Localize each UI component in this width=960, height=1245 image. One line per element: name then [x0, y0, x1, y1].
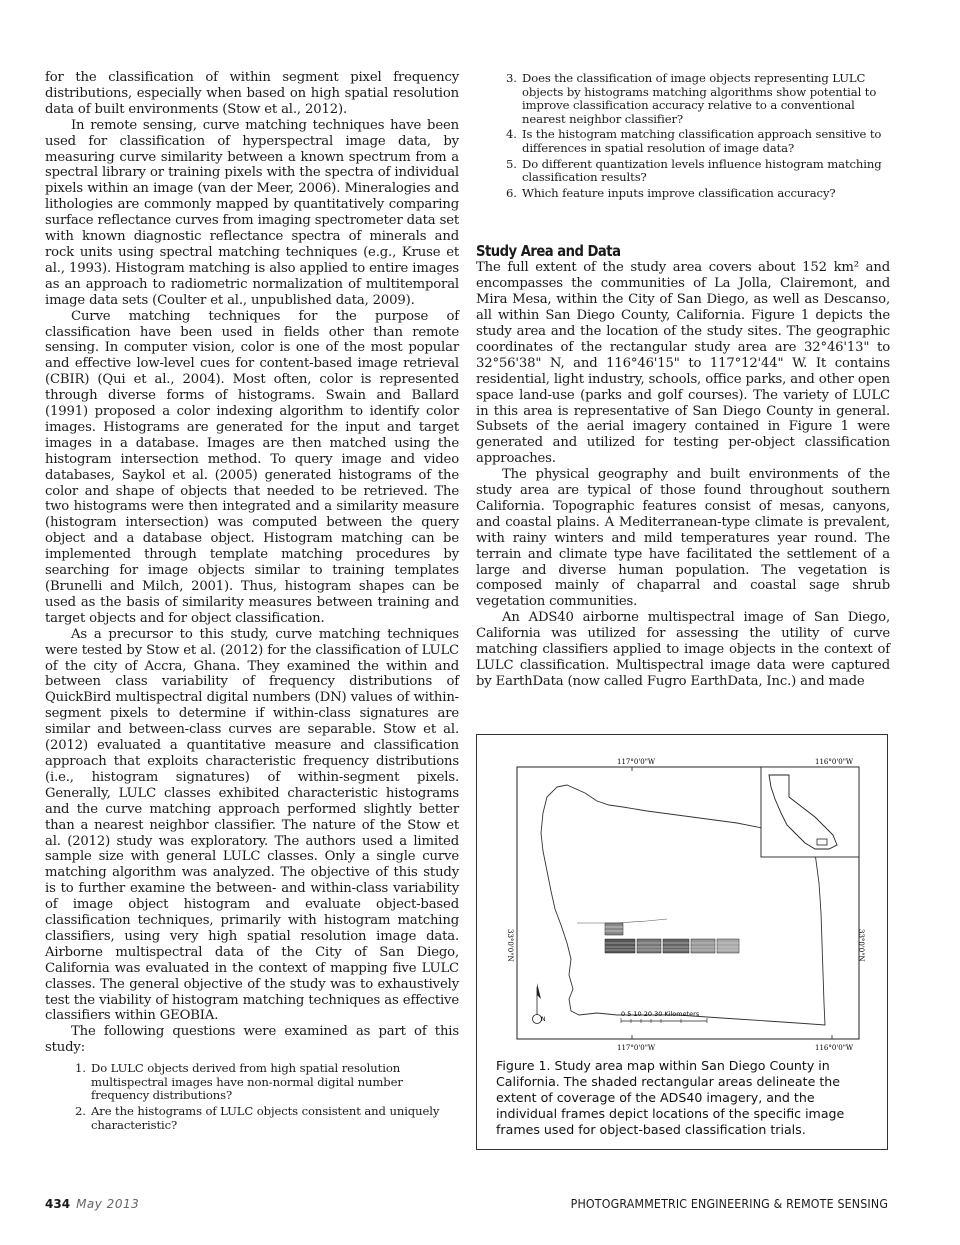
question-number: 4.	[506, 127, 517, 142]
question-item	[45, 1105, 459, 1132]
figure-caption: Figure 1. Study area map within San Diego County in California. The shaded rectangular areas delineate the extent of coverage of the ADS40 imagery, and the individual frames depict locations of the specific image frames used for object-based classification trials.	[496, 1058, 845, 1137]
longitude-label: 116°0'0"W	[815, 1044, 854, 1052]
question-number: 5.	[506, 156, 517, 171]
question-item	[45, 1062, 459, 1103]
right-column	[476, 70, 890, 690]
question-item	[476, 187, 890, 201]
paragraph: for the classification of within segment pixel frequency distributions, especially when based on high spatial resolution data of built environments (Stow et al., 2012).	[45, 70, 459, 117]
scale-bar	[621, 1010, 707, 1023]
question-number: 3.	[506, 71, 517, 85]
question-item	[476, 158, 890, 185]
question-number: 6.	[506, 185, 517, 200]
latitude-label: 33°0'0"N	[506, 929, 514, 962]
paragraph: The following questions were examined as part of this study:	[45, 1024, 459, 1056]
question-number: 1.	[75, 1061, 86, 1076]
question-text: Are the histograms of LULC objects consistent and uniquely characteristic?	[91, 1103, 440, 1132]
paragraph: Curve matching techniques for the purpose of classification have been used in fields other than remote sensing. In computer vision, color is one of the most popular and effective low-level cues for content-based image retrieval (CBIR) (Qui et al., 2004). Most often, color is represented through diverse forms of histograms. Swain and Ballard (1991) proposed a color indexing algorithm to identify color images. Histograms are generated for the input and target images in a database. Images are then matched using the histogram intersection method. To query image and video databases, Saykol et al. (2005) generated histograms of the color and shape of objects that needed to be retrieved. The two histograms were then integrated and a similarity measure (histogram intersection) was computed between the query object and a database object. Histogram matching can be implemented through template matching procedures by searching for image objects similar to training templates (Brunelli and Milch, 2001). Thus, histogram shapes can be used as the basis of similarity measures between training and target objects and for object classification.	[45, 308, 459, 626]
paragraph: As a precursor to this study, curve matching techniques were tested by Stow et al. (2012) for the classification of LULC of the city of Accra, Ghana. They examined the within and between class variability of frequency distributions of QuickBird multispectral digital numbers (DN) values of within-segment pixels to determine if within-class signatures are similar and between-class curves are separable. Stow et al. (2012) evaluated a quantitative measure and classification approach that exploits characteristic frequency distributions (i.e., histogram signatures) of within-segment pixels. Generally, LULC classes exhibited characteristic histograms and the curve matching approach performed slightly better than a nearest neighbor classifier. The nature of the Stow et al. (2012) study was exploratory. The authors used a limited sample size with general LULC classes. Only a single curve matching algorithm was analyzed. The objective of this study is to further examine the between- and within-class variability of image object histogram and evaluate object-based classification techniques, primarily with histogram matching classifiers, using very high spatial resolution image data. Airborne multispectral data of the City of San Diego, California was evaluated in the context of mapping five LULC classes. The general objective of the study was to exhaustively test the viability of histogram matching techniques as effective classifiers within GEOBIA.	[45, 626, 459, 1024]
longitude-label: 116°0'0"W	[815, 758, 854, 766]
question-number: 2.	[75, 1103, 86, 1118]
question-text: Do LULC objects derived from high spatial resolution multispectral images have non-normal digital number frequency distributions?	[91, 1061, 403, 1103]
scale-label: 0 5 10 20 30 Kilometers	[621, 1010, 700, 1018]
paragraph: An ADS40 airborne multispectral image of San Diego, California was utilized for assessing the utility of curve matching classifiers applied to image objects in the context of LULC classification. Multispectral image data were captured by EarthData (now called Fugro EarthData, Inc.) and made	[476, 610, 890, 689]
question-text: Which feature inputs improve classification accuracy?	[522, 185, 836, 200]
page-number: 434	[45, 1197, 71, 1211]
paragraph: In remote sensing, curve matching techniques have been used for classification of hyperspectral image data, by measuring curve similarity between a known spectrum from a spectral library or training pixels with the spectra of individual pixels within an image (van der Meer, 2006). Mineralogies and lithologies are commonly mapped by quantitatively comparing surface reflectance curves from imaging spectrometer data set with known diagnostic reflectance spectra of minerals and rock units using spectral matching techniques (e.g., Kruse et al., 1993). Histogram matching is also applied to entire images as an approach to radiometric normalization of multitemporal image data sets (Coulter et al., unpublished data, 2009).	[45, 117, 459, 308]
paragraph: The physical geography and built environments of the study area are typical of those found throughout southern California. Topographic features consist of mesas, canyons, and coastal plains. A Mediterranean-type climate is prevalent, with rainy winters and mild temperatures year round. The terrain and climate type have facilitated the settlement of a large and diverse human population. The vegetation is composed mainly of chaparral and coastal sage shrub vegetation communities.	[476, 467, 890, 610]
question-text: Do different quantization levels influence histogram matching classification results?	[522, 156, 882, 185]
question-list	[476, 72, 890, 200]
question-list	[45, 1062, 459, 1132]
section-heading: Study Area and Data	[476, 242, 621, 261]
question-text: Is the histogram matching classification approach sensitive to differences in spatial resolution of image data?	[522, 127, 882, 155]
north-label: N	[541, 1016, 546, 1023]
study-area-map	[497, 753, 865, 1069]
longitude-label: 117°0'0"W	[617, 758, 656, 766]
question-item	[476, 128, 890, 155]
left-column	[45, 70, 459, 1134]
question-text: Does the classification of image objects representing LULC objects by histograms matching algorithms show potential to improve classification accuracy relative to a conventional nearest neighbor classifier?	[522, 71, 877, 126]
latitude-label: 33°0'0"N	[857, 929, 865, 962]
paragraph: The full extent of the study area covers about 152 km² and encompasses the communities of La Jolla, Clairemont, and Mira Mesa, within the City of San Diego, as well as Descanso, all within San Diego County, California. Figure 1 depicts the study area and the location of the study sites. The geographic coordinates of the rectangular study area are 32°46'13" to 32°56'38" N, and 116°46'15" to 117°12'44" W. It contains residential, light industry, schools, office parks, and other open space land-use (parks and golf courses). The variety of LULC in this area is representative of San Diego County in general. Subsets of the aerial imagery contained in Figure 1 were generated and utilized for testing per-object classification approaches.	[476, 260, 890, 467]
issue-date: May 2013	[76, 1197, 140, 1211]
page-footer-left	[45, 1197, 139, 1211]
journal-name: PHOTOGRAMMETRIC ENGINEERING & REMOTE SENSING	[570, 1197, 888, 1211]
question-item	[476, 72, 890, 126]
longitude-label: 117°0'0"W	[617, 1044, 656, 1052]
